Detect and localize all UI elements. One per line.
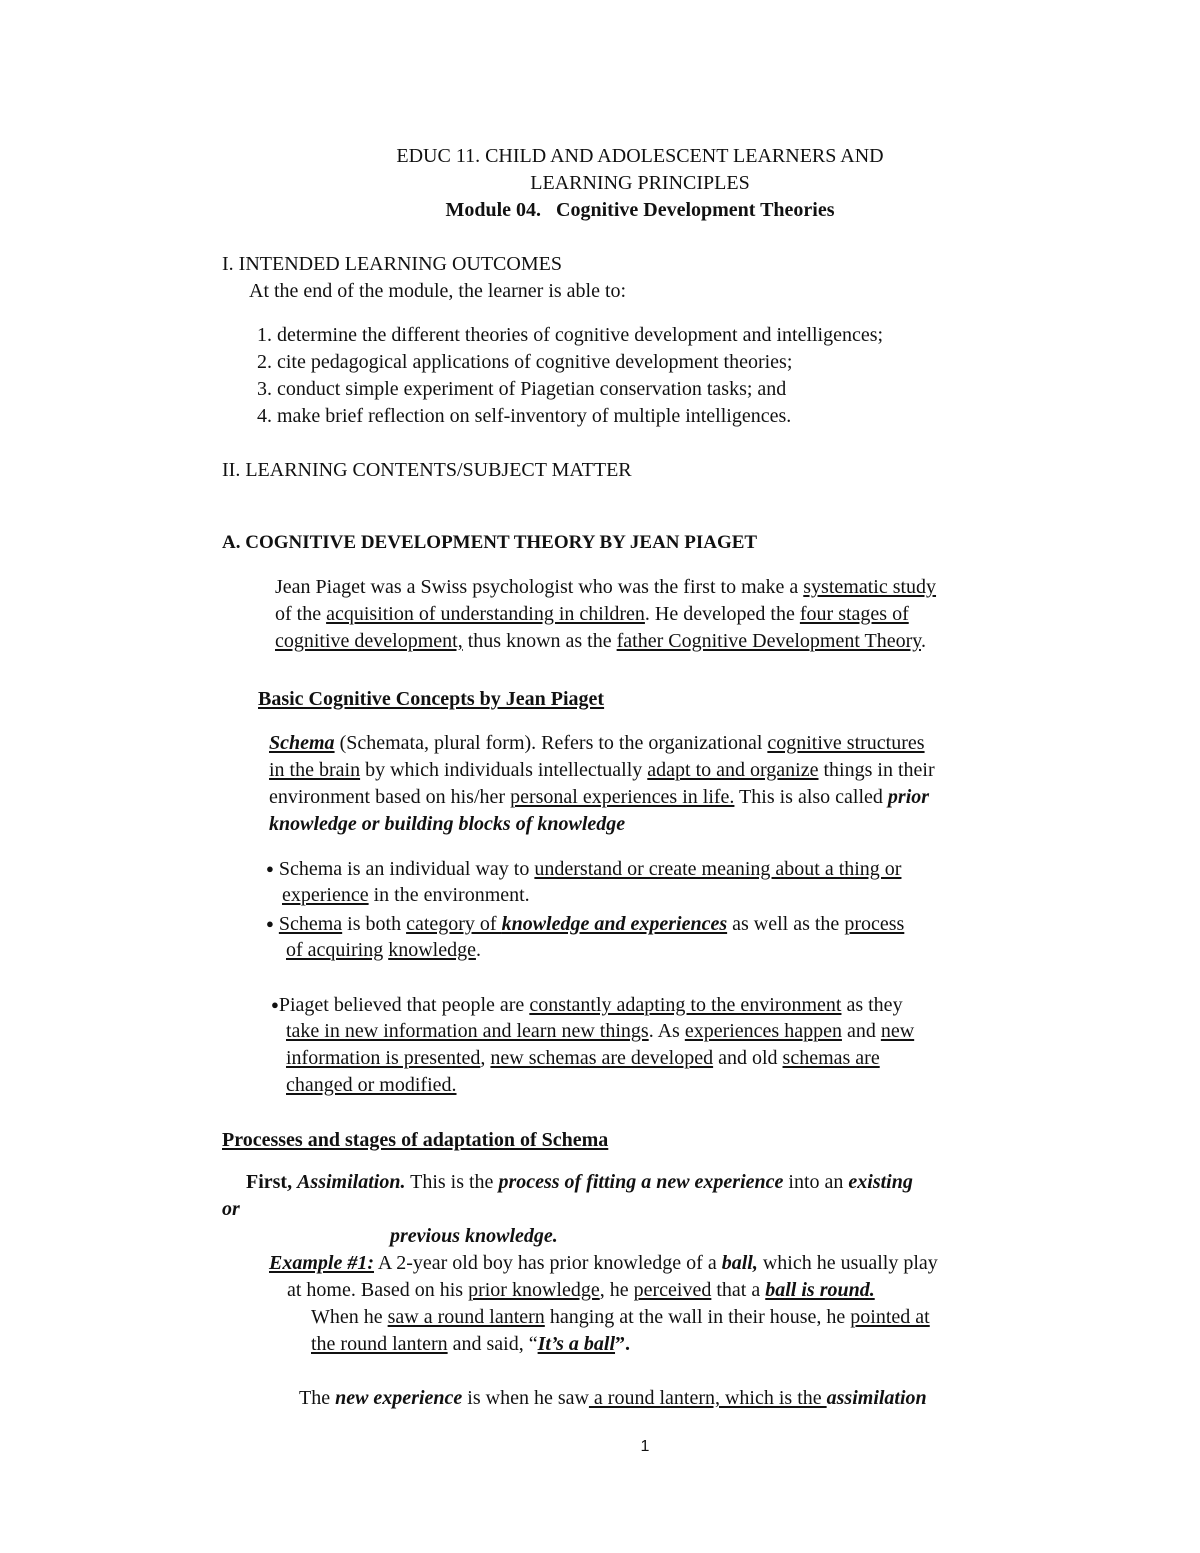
example-line2: at home. Based on his prior knowledge, he perceived that a ball is round. [287, 1279, 875, 1301]
module-title [0, 197, 1200, 224]
assimilation-summary-line: The new experience is when he saw a round lantern, which is the assimilation [299, 1387, 927, 1409]
piaget-intro-line3: cognitive development, thus known as the father Cognitive Development Theory. [275, 630, 926, 652]
section-heading-contents: II. LEARNING CONTENTS/SUBJECT MATTER [222, 459, 632, 481]
outcomes-intro: At the end of the module, the learner is able to: [249, 280, 627, 302]
outcome-item: 4. make brief reflection on self-inventory of multiple intelligences. [257, 405, 792, 427]
schema-bullet-3-line4: changed or modified. [286, 1074, 457, 1096]
example-line4: the round lantern and said, “It’s a ball”. [311, 1333, 631, 1355]
basic-concepts-heading: Basic Cognitive Concepts by Jean Piaget [258, 688, 605, 710]
bullet-icon: ● [271, 997, 279, 1012]
schema-definition-line3: environment based on his/her personal experiences in life. This is also called prior [269, 786, 930, 808]
section-heading-piaget: A. COGNITIVE DEVELOPMENT THEORY BY JEAN PIAGET [222, 532, 758, 553]
piaget-intro-line2: of the acquisition of understanding in children. He developed the four stages of [275, 603, 909, 625]
example-line3: When he saw a round lantern hanging at the wall in their house, he pointed at [311, 1306, 930, 1328]
page-number: 1 [640, 1438, 650, 1455]
example-line1: Example #1: A 2-year old boy has prior knowledge of a ball, which he usually play [269, 1252, 938, 1274]
schema-bullet-3-line1: ●Piaget believed that people are constantly adapting to the environment as they [271, 994, 903, 1016]
assimilation-line2: or [222, 1198, 240, 1220]
course-title-line1: EDUC 11. CHILD AND ADOLESCENT LEARNERS AND [396, 145, 884, 167]
bullet-icon: ● [266, 916, 274, 931]
schema-definition-line4: knowledge or building blocks of knowledge [269, 813, 626, 835]
module-name: Cognitive Development Theories [556, 199, 835, 221]
schema-bullet-2-line2: of acquiring knowledge. [286, 939, 481, 961]
bullet-icon: ● [266, 861, 274, 876]
module-number: Module 04. [445, 199, 542, 221]
assimilation-line3: previous knowledge. [390, 1225, 558, 1247]
schema-definition-line2: in the brain by which individuals intellectually adapt to and organize things in their [269, 759, 935, 781]
schema-bullet-1-line1: ● Schema is an individual way to understand or create meaning about a thing or [266, 858, 902, 880]
schema-bullet-3-line2: take in new information and learn new things. As experiences happen and new [286, 1020, 915, 1042]
assimilation-line1: First, Assimilation. This is the process of fitting a new experience into an existing [246, 1171, 913, 1193]
schema-bullet-2-line1: ● Schema is both category of knowledge and experiences as well as the process [266, 913, 905, 935]
outcome-item: 1. determine the different theories of cognitive development and intelligences; [257, 324, 884, 346]
outcome-item: 3. conduct simple experiment of Piagetian conservation tasks; and [257, 378, 787, 400]
schema-bullet-3-line3: information is presented, new schemas are developed and old schemas are [286, 1047, 880, 1069]
processes-heading: Processes and stages of adaptation of Schema [222, 1129, 609, 1151]
section-heading-outcomes: I. INTENDED LEARNING OUTCOMES [222, 253, 562, 275]
outcome-item: 2. cite pedagogical applications of cognitive development theories; [257, 351, 793, 373]
schema-bullet-1-line2: experience in the environment. [282, 884, 530, 906]
piaget-intro-line1: Jean Piaget was a Swiss psychologist who was the first to make a systematic study [275, 576, 937, 598]
course-title-line2: LEARNING PRINCIPLES [530, 172, 750, 194]
schema-definition-line1: Schema (Schemata, plural form). Refers to the organizational cognitive structures [269, 732, 925, 754]
